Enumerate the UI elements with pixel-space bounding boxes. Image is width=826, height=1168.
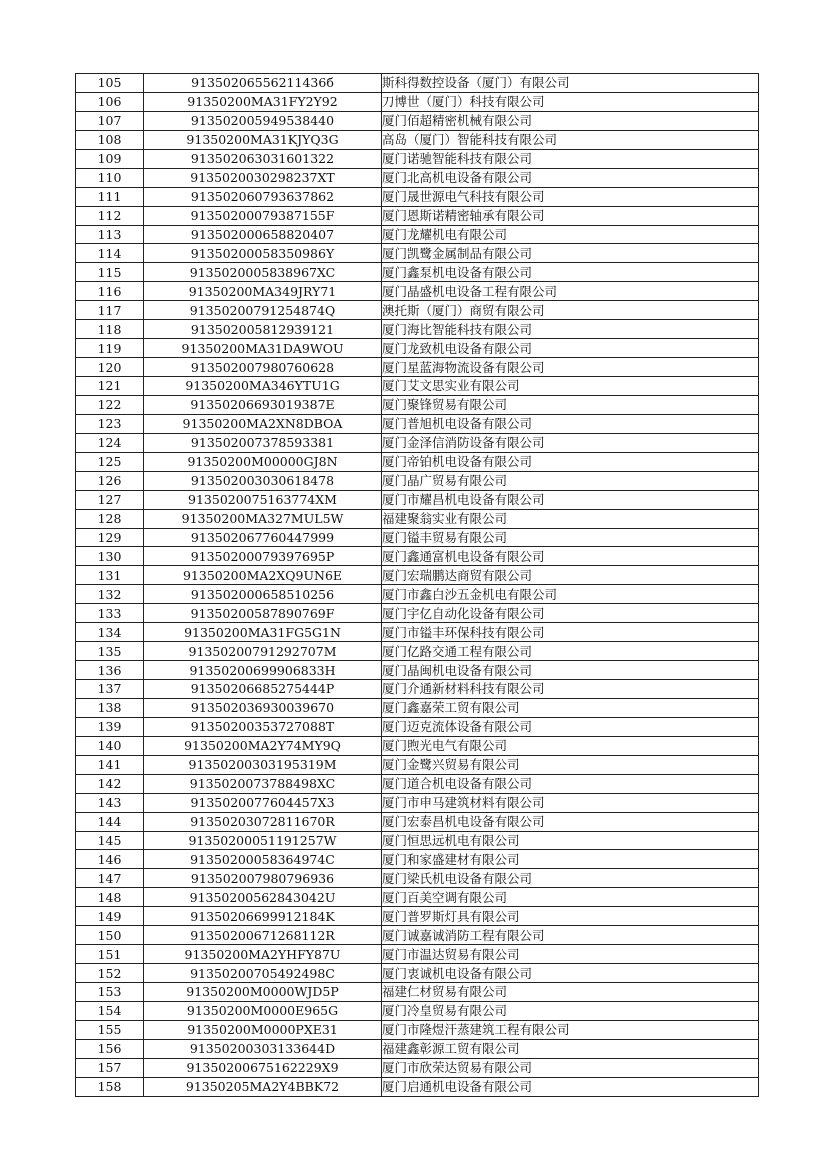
row-number: 150 [76, 926, 144, 945]
table-row [76, 187, 759, 206]
row-number: 125 [76, 452, 144, 471]
table-row [76, 244, 759, 263]
company-name: 厦门市鑫白沙五金机电有限公司 [382, 585, 759, 604]
table-row [76, 623, 759, 642]
table-row [76, 263, 759, 282]
credit-code: 91350200302982​37XT [144, 168, 382, 187]
company-name: 厦门恩斯诺精密轴承有限公司 [382, 206, 759, 225]
row-number: 128 [76, 509, 144, 528]
credit-code: 91350200MA2Y74MY9Q [144, 736, 382, 755]
credit-code: 913502000658820407 [144, 225, 382, 244]
table-row [76, 225, 759, 244]
table-row [76, 774, 759, 793]
table-row [76, 282, 759, 301]
credit-code: 91350200MA31DA9WOU [144, 339, 382, 358]
credit-code: 913502005949538440 [144, 111, 382, 130]
company-name: 厦门晶闽机电设备有限公司 [382, 661, 759, 680]
company-name: 厦门艾文思实业有限公司 [382, 377, 759, 396]
table-row [76, 869, 759, 888]
credit-code: 91350200MA31FG5G1N [144, 623, 382, 642]
company-name: 厦门鑫嘉荣工贸有限公司 [382, 698, 759, 717]
company-name: 厦门市欣荣达贸易有限公司 [382, 1058, 759, 1077]
company-name: 厦门道合机电设备有限公司 [382, 774, 759, 793]
credit-code: 91350200M0000E965G [144, 1001, 382, 1020]
table-row [76, 850, 759, 869]
row-number: 119 [76, 339, 144, 358]
company-name: 厦门和家盛建材有限公司 [382, 850, 759, 869]
company-name: 厦门聚锋贸易有限公司 [382, 395, 759, 414]
row-number: 116 [76, 282, 144, 301]
credit-code: 913502067760447999 [144, 528, 382, 547]
credit-code: 913502000658510256 [144, 585, 382, 604]
row-number: 122 [76, 395, 144, 414]
table-row [76, 698, 759, 717]
table-row [76, 111, 759, 130]
credit-code: 91350206556211436б [144, 74, 382, 93]
company-name: 厦门市镒丰环保科技有限公司 [382, 623, 759, 642]
company-name: 厦门龙耀机电有限公司 [382, 225, 759, 244]
credit-code: 91350200079387155F [144, 206, 382, 225]
table-row [76, 736, 759, 755]
table-row [76, 168, 759, 187]
company-name: 厦门镒丰贸易有限公司 [382, 528, 759, 547]
credit-code: 91350200353727088T [144, 717, 382, 736]
table-row [76, 907, 759, 926]
row-number: 112 [76, 206, 144, 225]
table-row [76, 339, 759, 358]
credit-code: 913502005812939121 [144, 320, 382, 339]
credit-code: 913502007378593381 [144, 433, 382, 452]
table-row [76, 130, 759, 149]
row-number: 134 [76, 623, 144, 642]
credit-code: 91350200M0000WJD5P [144, 983, 382, 1002]
company-name: 厦门龙致机电设备有限公司 [382, 339, 759, 358]
credit-code: 91350205MA2Y4BBK72 [144, 1077, 382, 1096]
table-row [76, 377, 759, 396]
credit-code: 91350200675162229X9 [144, 1058, 382, 1077]
company-name: 厦门晶盛机电设备工程有限公司 [382, 282, 759, 301]
row-number: 123 [76, 414, 144, 433]
row-number: 115 [76, 263, 144, 282]
credit-code: 91350200303195319M [144, 755, 382, 774]
table-row [76, 983, 759, 1002]
credit-code: 91350200MA31KJYQ3G [144, 130, 382, 149]
credit-code: 91350200705492498C [144, 964, 382, 983]
row-number: 107 [76, 111, 144, 130]
table-row [76, 395, 759, 414]
credit-code: 91350200303133644D [144, 1039, 382, 1058]
table-row [76, 528, 759, 547]
table-row [76, 793, 759, 812]
row-number: 143 [76, 793, 144, 812]
table-row [76, 585, 759, 604]
company-name: 厦门启通机电设备有限公司 [382, 1077, 759, 1096]
credit-code: 91350200791292707M [144, 642, 382, 661]
company-name: 厦门凯鹭金属制品有限公司 [382, 244, 759, 263]
row-number: 117 [76, 301, 144, 320]
row-number: 135 [76, 642, 144, 661]
credit-code: 91350200M00000GJ8N [144, 452, 382, 471]
table-body [76, 74, 759, 1097]
company-name: 厦门海比智能科技有限公司 [382, 320, 759, 339]
credit-code: 91350200MA346YTU1G [144, 377, 382, 396]
table-row [76, 680, 759, 699]
row-number: 154 [76, 1001, 144, 1020]
table-row [76, 320, 759, 339]
company-name: 澳托斯（厦门）商贸有限公司 [382, 301, 759, 320]
row-number: 140 [76, 736, 144, 755]
company-name: 厦门诺驰智能科技有限公司 [382, 149, 759, 168]
company-name: 厦门普罗斯灯具有限公司 [382, 907, 759, 926]
table-row [76, 604, 759, 623]
credit-code: 913502036930039670 [144, 698, 382, 717]
row-number: 121 [76, 377, 144, 396]
credit-code: 91350206079363786​2 [144, 187, 382, 206]
company-name: 福建鑫彰源工贸有限公司 [382, 1039, 759, 1058]
row-number: 131 [76, 566, 144, 585]
credit-code: 91350200562843042U [144, 888, 382, 907]
credit-code: 9135020005838967XC [144, 263, 382, 282]
company-name: 厦门佰超精密机械有限公司 [382, 111, 759, 130]
row-number: 157 [76, 1058, 144, 1077]
table-row [76, 92, 759, 111]
row-number: 155 [76, 1020, 144, 1039]
company-name: 厦门百美空调有限公司 [382, 888, 759, 907]
credit-code: 91350203072811670R [144, 812, 382, 831]
credit-code: 91350200671268112R [144, 926, 382, 945]
company-name: 斯科得数控设备（厦门）有限公司 [382, 74, 759, 93]
credit-code: 91350200751637​74XM [144, 490, 382, 509]
row-number: 132 [76, 585, 144, 604]
company-name: 厦门晟世源电气科技有限公司 [382, 187, 759, 206]
company-name: 厦门诚嘉诚消防工程有限公司 [382, 926, 759, 945]
credit-code: 913502007980760628 [144, 358, 382, 377]
row-number: 111 [76, 187, 144, 206]
company-name: 厦门帝铂机电设备有限公司 [382, 452, 759, 471]
row-number: 126 [76, 471, 144, 490]
row-number: 149 [76, 907, 144, 926]
company-name: 厦门恒思远机电有限公司 [382, 831, 759, 850]
credit-code: 91350200058364974C [144, 850, 382, 869]
company-name: 厦门迈克流体设备有限公司 [382, 717, 759, 736]
row-number: 130 [76, 547, 144, 566]
credit-code: 91350200MA349JRY71 [144, 282, 382, 301]
table-row [76, 888, 759, 907]
table-row [76, 206, 759, 225]
row-number: 114 [76, 244, 144, 263]
credit-code: 91350200058350986Y [144, 244, 382, 263]
table-row [76, 755, 759, 774]
company-name: 厦门晶广贸易有限公司 [382, 471, 759, 490]
credit-code: 91350206693019387E [144, 395, 382, 414]
company-name: 厦门鑫通富机电设备有限公司 [382, 547, 759, 566]
row-number: 106 [76, 92, 144, 111]
company-name: 厦门金泽信消防设备有限公司 [382, 433, 759, 452]
company-name: 厦门普旭机电设备有限公司 [382, 414, 759, 433]
company-name: 厦门宏泰昌机电设备有限公司 [382, 812, 759, 831]
table-row [76, 1058, 759, 1077]
credit-code: 91350206685275444P [144, 680, 382, 699]
row-number: 153 [76, 983, 144, 1002]
row-number: 133 [76, 604, 144, 623]
credit-code: 91350206303160132​2 [144, 149, 382, 168]
table-row [76, 509, 759, 528]
row-number: 105 [76, 74, 144, 93]
company-name: 刀博世（厦门）科技有限公司 [382, 92, 759, 111]
table-row [76, 433, 759, 452]
company-name: 高岛（厦门）智能科技有限公司 [382, 130, 759, 149]
company-name: 厦门亿路交通工程有限公司 [382, 642, 759, 661]
row-number: 127 [76, 490, 144, 509]
row-number: 124 [76, 433, 144, 452]
row-number: 110 [76, 168, 144, 187]
table-row [76, 490, 759, 509]
table-row [76, 661, 759, 680]
table-row [76, 301, 759, 320]
table-row [76, 964, 759, 983]
table-row [76, 358, 759, 377]
table-row [76, 149, 759, 168]
company-name: 厦门市耀昌机电设备有限公司 [382, 490, 759, 509]
row-number: 113 [76, 225, 144, 244]
table-row [76, 642, 759, 661]
credit-code: 913502007980796936 [144, 869, 382, 888]
table-row [76, 471, 759, 490]
table-row [76, 547, 759, 566]
credit-code: 91350200791254874Q [144, 301, 382, 320]
company-name: 厦门市隆煜汗蒸建筑工程有限公司 [382, 1020, 759, 1039]
company-name: 厦门市申马建筑材料有限公司 [382, 793, 759, 812]
row-number: 145 [76, 831, 144, 850]
company-name: 福建聚翁实业有限公司 [382, 509, 759, 528]
credit-code: 91350200079397695P [144, 547, 382, 566]
row-number: 109 [76, 149, 144, 168]
company-name: 厦门宏瑞鹏达商贸有限公司 [382, 566, 759, 585]
row-number: 141 [76, 755, 144, 774]
company-name: 厦门煦光电气有限公司 [382, 736, 759, 755]
table-row [76, 1039, 759, 1058]
company-name: 厦门梁氏机电设备有限公司 [382, 869, 759, 888]
row-number: 152 [76, 964, 144, 983]
credit-code: 91350206699912184K [144, 907, 382, 926]
row-number: 146 [76, 850, 144, 869]
row-number: 139 [76, 717, 144, 736]
credit-code: 9135020077604457X3 [144, 793, 382, 812]
credit-code: 913502003030618478 [144, 471, 382, 490]
row-number: 120 [76, 358, 144, 377]
credit-code: 91350200699906833H [144, 661, 382, 680]
credit-code: 91350200MA2XN8DBOA [144, 414, 382, 433]
company-name: 厦门介通新材料科技有限公司 [382, 680, 759, 699]
table-row [76, 717, 759, 736]
row-number: 156 [76, 1039, 144, 1058]
row-number: 148 [76, 888, 144, 907]
table-row [76, 1020, 759, 1039]
company-name: 厦门北高机电设备有限公司 [382, 168, 759, 187]
company-name: 厦门冷皇贸易有限公司 [382, 1001, 759, 1020]
row-number: 144 [76, 812, 144, 831]
row-number: 118 [76, 320, 144, 339]
credit-code: 91350200MA2XQ9UN6E [144, 566, 382, 585]
credit-code: 9135020073788498XC [144, 774, 382, 793]
row-number: 136 [76, 661, 144, 680]
table-row [76, 452, 759, 471]
table-row [76, 566, 759, 585]
table-row [76, 945, 759, 964]
company-name: 厦门市温达贸易有限公司 [382, 945, 759, 964]
table-row [76, 74, 759, 93]
row-number: 137 [76, 680, 144, 699]
company-registry-table [75, 73, 759, 1097]
credit-code: 91350200M0000PXE31 [144, 1020, 382, 1039]
table-row [76, 414, 759, 433]
company-name: 厦门金鹭兴贸易有限公司 [382, 755, 759, 774]
row-number: 158 [76, 1077, 144, 1096]
company-name: 福建仁材贸易有限公司 [382, 983, 759, 1002]
row-number: 151 [76, 945, 144, 964]
row-number: 129 [76, 528, 144, 547]
credit-code: 91350200MA327MUL5W [144, 509, 382, 528]
company-name: 厦门星蓝海物流设备有限公司 [382, 358, 759, 377]
row-number: 147 [76, 869, 144, 888]
row-number: 108 [76, 130, 144, 149]
table-row [76, 831, 759, 850]
table-row [76, 1077, 759, 1096]
table-row [76, 1001, 759, 1020]
credit-code: 91350200MA2YHFY87U [144, 945, 382, 964]
company-name: 厦门鑫泵机电设备有限公司 [382, 263, 759, 282]
credit-code: 91350200587890769F [144, 604, 382, 623]
row-number: 138 [76, 698, 144, 717]
table-row [76, 926, 759, 945]
row-number: 142 [76, 774, 144, 793]
table-row [76, 812, 759, 831]
credit-code: 91350200MA31FY2Y92 [144, 92, 382, 111]
company-name: 厦门衷诚机电设备有限公司 [382, 964, 759, 983]
company-name: 厦门宇亿自动化设备有限公司 [382, 604, 759, 623]
credit-code: 91350200051191257W [144, 831, 382, 850]
